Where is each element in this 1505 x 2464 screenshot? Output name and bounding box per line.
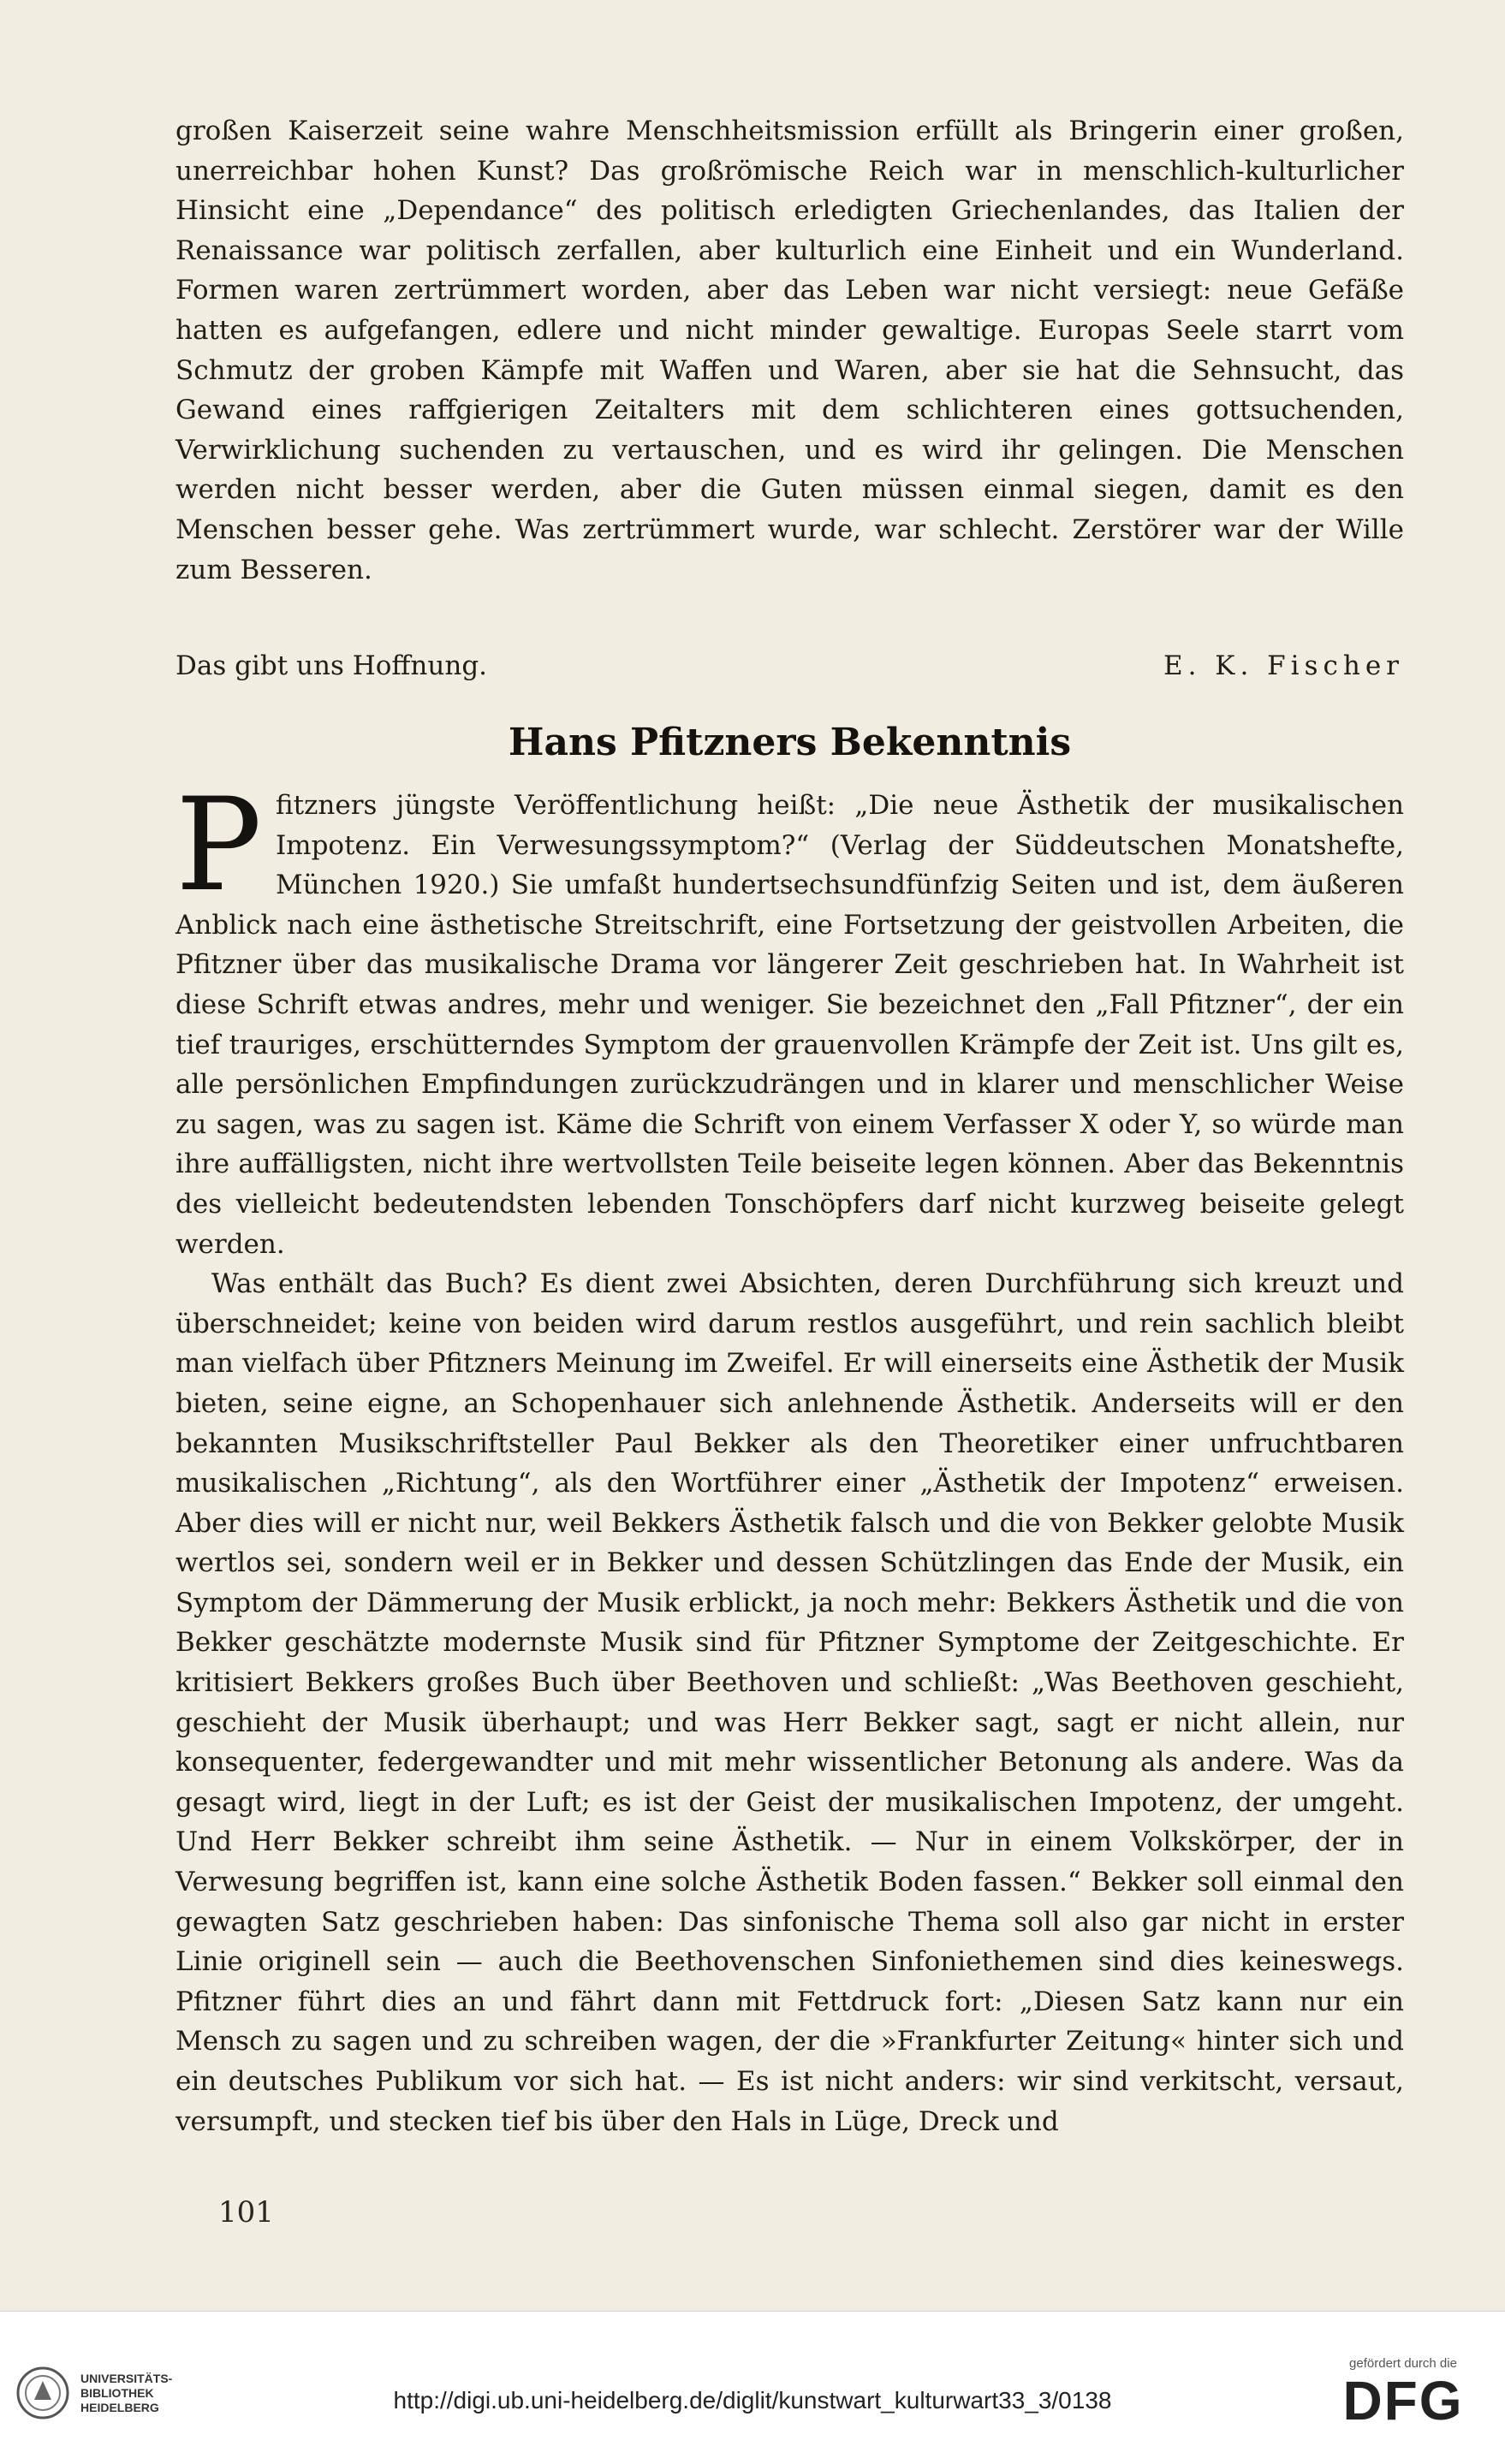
previous-article-paragraph: großen Kaiserzeit seine wahre Menschheitsmission erfüllt als Bringerin einer großen, unerreichbar hohen Kunst? Das großrömische Reich war in menschlich-kulturlicher Hinsicht eine „Dependance“ des politisch erledigten Griechenlandes, das Italien der Renaissance war politisch zerfallen, aber kulturlich eine Einheit und ein Wunderland. Formen waren zertrümmert worden, aber das Leben war nicht versiegt: neue Gefäße hatten es aufgefangen, edlere und nicht minder gewaltige. Europas Seele starrt vom Schmutz der groben Kämpfe mit Waffen und Waren, aber sie hat die Sehnsucht, das Gewand eines raffgierigen Zeitalters mit dem schlichteren eines gottsuchenden, Verwirklichung suchenden zu vertauschen, und es wird ihr gelingen. Die Menschen werden nicht besser werden, aber die Guten müssen einmal siegen, damit es den Menschen besser gehe. Was zertrümmert wurde, war schlecht. Zerstörer war der Wille zum Besseren. <box>175 116 1404 585</box>
library-name-line-2: BIBLIOTHEK <box>80 2385 154 2400</box>
page-number: 101 <box>218 2195 274 2229</box>
funding-credit <box>1322 2356 1484 2431</box>
digitization-footer <box>0 2311 1505 2464</box>
article-title: Hans Pfitzners Bekenntnis <box>508 721 1072 764</box>
article-body <box>175 771 1404 2141</box>
drop-cap: P <box>175 771 262 920</box>
dfg-logo: DFG <box>1342 2370 1464 2431</box>
previous-article-ending <box>175 111 1404 590</box>
article-paragraph-2: Was enthält das Buch? Es dient zwei Absichten, deren Durchführung sich kreuzt und überschneidet; keine von beiden wird darum restlos ausgeführt, und rein sachlich bleibt man vielfach über Pfitzners Meinung im Zweifel. Er will einerseits eine Ästhetik der Musik bieten, seine eigne, an Schopenhauer sich anlehnende Ästhetik. Anderseits will er den bekannten Musikschriftsteller Paul Bekker als den Theoretiker einer unfruchtbaren musikalischen „Richtung“, als den Wortführer einer „Ästhetik der Impotenz“ erweisen. Aber dies will er nicht nur, weil Bekkers Ästhetik falsch und die von Bekker gelobte Musik wertlos sei, sondern weil er in Bekker und dessen Schützlingen das Ende der Musik, ein Symptom der Dämmerung der Musik erblickt, ja noch mehr: Bekkers Ästhetik und die von Bekker geschätzte modernste Musik sind für Pfitzner Symptome der Zeitgeschichte. Er kritisiert Bekkers großes Buch über Beethoven und schließt: „Was Beethoven geschieht, geschieht der Musik überhaupt; und was Herr Bekker sagt, sagt er nicht allein, nur konsequenter, federgewandter und mit mehr wissentlicher Betonung als andere. Was da gesagt wird, liegt in der Luft; es ist der Geist der musikalischen Impotenz, der umgeht. Und Herr Bekker schreibt ihm seine Ästhetik. — Nur in einem Volkskörper, der in Verwesung begriffen ist, kann eine solche Ästhetik Boden fassen.“ Bekker soll einmal den gewagten Satz geschrieben haben: Das sinfonische Thema soll also gar nicht in erster Linie originell sein — auch die Beethovenschen Sinfoniethemen sind dies keineswegs. Pfitzner führt dies an und fährt dann mit Fettdruck fort: „Diesen Satz kann nur ein Mensch zu sagen und zu schreiben wagen, der die »Frankfurter Zeitung« hinter sich und ein deutsches Publikum vor sich hat. — Es ist nicht anders: wir sind verkitscht, versaut, versumpft, und stecken tief bis über den Hals in Lüge, Dreck und <box>175 1268 1404 2137</box>
article-paragraph-1 <box>175 771 1404 1264</box>
closing-sentence: Das gibt uns Hoffnung. <box>175 650 488 681</box>
author-name: E. K. Fischer <box>1163 650 1404 681</box>
library-name-line-3: HEIDELBERG <box>80 2400 159 2414</box>
funding-note: gefördert durch die <box>1349 2356 1457 2371</box>
signature-line <box>175 646 1404 686</box>
article-paragraph-1-text: fitzners jüngste Veröffentlichung heißt: „Die neue Ästhetik der musikalischen Impotenz. Ein Verwesungssymptom?“ (Verlag der Süddeutschen Monatshefte, München 1920.) Sie umfaßt hundertsechsundfünfzig Seiten und ist, dem äußeren Anblick nach eine ästhetische Streitschrift, eine Fortsetzung der geistvollen Arbeiten, die Pfitzner über das musikalische Drama vor längerer Zeit geschrieben hat. In Wahrheit ist diese Schrift etwas andres, mehr und weniger. Sie bezeichnet den „Fall Pfitzner“, der ein tief trauriges, erschütterndes Symptom der grauenvollen Krämpfe der Zeit ist. Uns gilt es, alle persönlichen Empfindungen zurückzudrängen und in klarer und menschlicher Weise zu sagen, was zu sagen ist. Käme die Schrift von einem Verfasser X oder Y, so würde man ihre auffälligsten, nicht ihre wertvollsten Teile beiseite legen können. Aber das Bekenntnis des vielleicht bedeutendsten lebenden Tonschöpfers darf nicht kurzweg beiseite gelegt werden. <box>175 790 1404 1260</box>
source-url[interactable]: http://digi.ub.uni-heidelberg.de/diglit/kunstwart_kulturwart33_3/0138 <box>393 2387 1112 2414</box>
library-name-line-1: UNIVERSITÄTS- <box>80 2371 173 2385</box>
